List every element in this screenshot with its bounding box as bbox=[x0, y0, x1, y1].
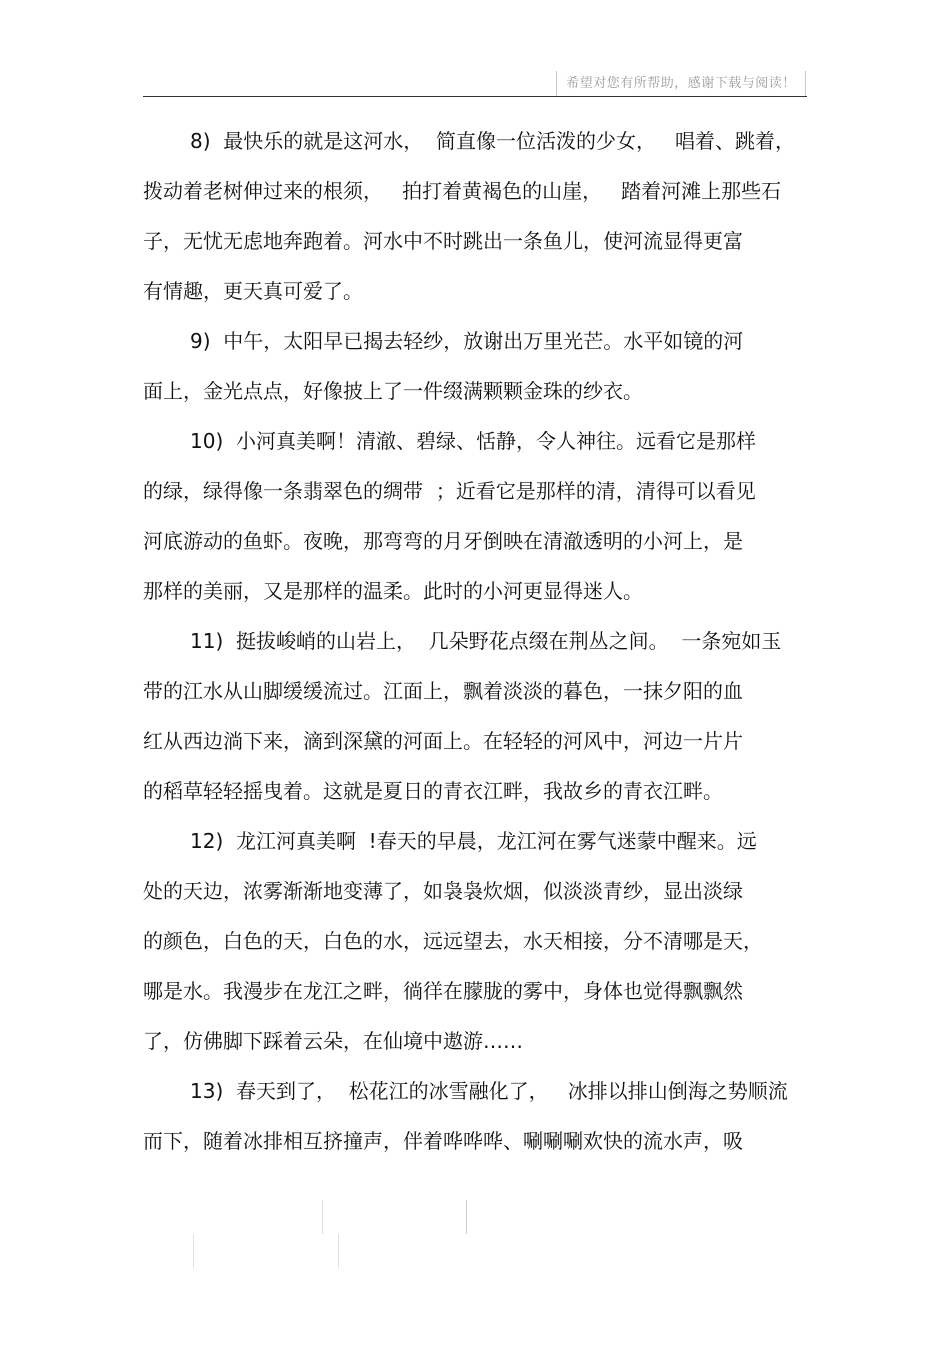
scan-mark bbox=[338, 1234, 339, 1268]
paragraph-first-line: 9) 中午，太阳早已揭去轻纱，放谢出万里光芒。水平如镜的河 bbox=[190, 329, 744, 353]
paragraph-first-line: 10) 小河真美啊！清澈、碧绿、恬静，令人神往。远看它是那样 bbox=[190, 429, 756, 453]
scan-mark bbox=[322, 1200, 323, 1234]
paragraph-line: 面上，金光点点，好像披上了一件缀满颗颗金珠的纱衣。 bbox=[143, 379, 643, 403]
paragraph-line: 处的天边，浓雾渐渐地变薄了，如袅袅炊烟，似淡淡青纱，显出淡绿 bbox=[143, 879, 743, 903]
header-rule bbox=[143, 96, 807, 97]
scan-mark bbox=[193, 1234, 194, 1268]
paragraph-line: 红从西边淌下来，滴到深黛的河面上。在轻轻的河风中，河边一片片 bbox=[143, 729, 743, 753]
paragraph-line: 了，仿佛脚下踩着云朵，在仙境中遨游…… bbox=[143, 1029, 523, 1053]
paragraph-first-line: 13) 春天到了， 松花江的冰雪融化了， 冰排以排山倒海之势顺流 bbox=[190, 1079, 788, 1103]
paragraph-first-line: 8) 最快乐的就是这河水， 简直像一位活泼的少女， 唱着、跳着， bbox=[190, 129, 796, 153]
paragraph-line: 的绿，绿得像一条翡翠色的绸带 ；近看它是那样的清，清得可以看见 bbox=[143, 479, 756, 503]
paragraph-line: 有情趣，更天真可爱了。 bbox=[143, 279, 363, 303]
paragraph-line: 而下，随着冰排相互挤撞声，伴着哗哗哗、唰唰唰欢快的流水声，吸 bbox=[143, 1129, 743, 1153]
paragraph-line: 带的江水从山脚缓缓流过。江面上，飘着淡淡的暮色，一抹夕阳的血 bbox=[143, 679, 743, 703]
paragraph-line: 的稻草轻轻摇曳着。这就是夏日的青衣江畔，我故乡的青衣江畔。 bbox=[143, 779, 723, 803]
paragraph-line: 河底游动的鱼虾。夜晚，那弯弯的月牙倒映在清澈透明的小河上，是 bbox=[143, 529, 743, 553]
document-body bbox=[143, 116, 807, 1166]
paragraph-line: 子，无忧无虑地奔跑着。河水中不时跳出一条鱼儿，使河流显得更富 bbox=[143, 229, 743, 253]
paragraph-line: 拨动着老树伸过来的根须， 拍打着黄褐色的山崖， 踏着河滩上那些石 bbox=[143, 179, 782, 203]
paragraph-line: 哪是水。我漫步在龙江之畔，徜徉在朦胧的雾中，身体也觉得飘飘然 bbox=[143, 979, 743, 1003]
header-note: 希望对您有所帮助，感谢下载与阅读！ bbox=[556, 71, 806, 97]
paragraph-line: 的颜色，白色的天，白色的水，远远望去，水天相接，分不清哪是天， bbox=[143, 929, 763, 953]
paragraph-first-line: 11) 挺拔峻峭的山岩上， 几朵野花点缀在荆丛之间。 一条宛如玉 bbox=[190, 629, 782, 653]
scan-mark bbox=[466, 1200, 467, 1234]
paragraph-line: 那样的美丽，又是那样的温柔。此时的小河更显得迷人。 bbox=[143, 579, 643, 603]
paragraph-first-line: 12) 龙江河真美啊 !春天的早晨，龙江河在雾气迷蒙中醒来。远 bbox=[190, 829, 757, 853]
